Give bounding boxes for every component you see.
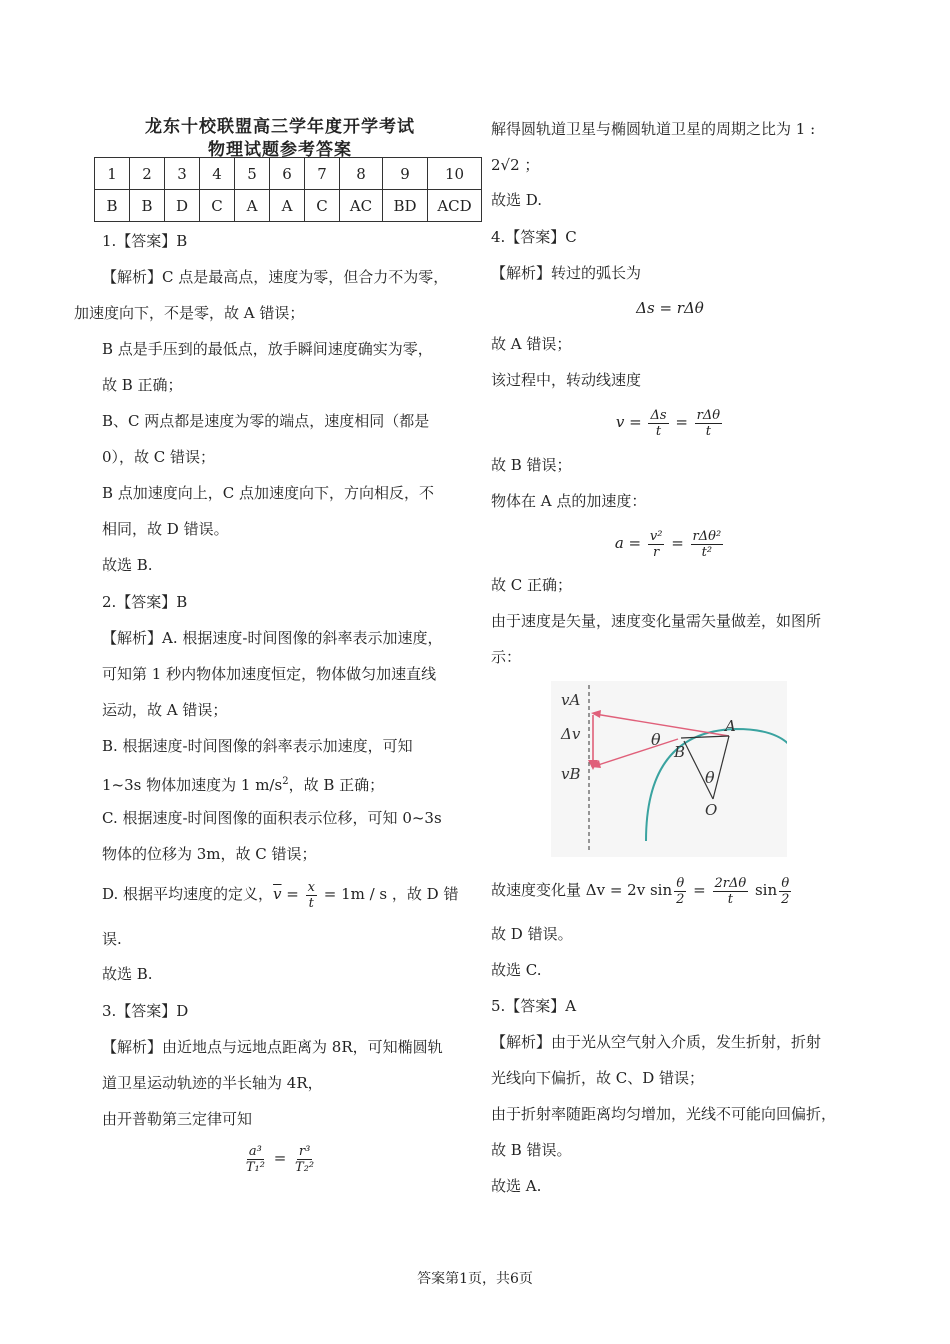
q4-heading: 4.【答案】C	[491, 228, 577, 246]
q2-text: 【解析】A. 根据速度-时间图像的斜率表示加速度，	[102, 629, 443, 647]
q4-conclusion: 故选 C.	[491, 961, 542, 979]
answer-table-answer-cell: D	[165, 190, 200, 222]
q4-text: 故 A 错误；	[491, 335, 572, 353]
q5-text: 光线向下偏折，故 C、D 错误；	[491, 1069, 705, 1087]
q4-text: 故 D 错误。	[491, 925, 573, 943]
q1-text: B、C 两点都是速度为零的端点，速度相同（都是	[102, 412, 430, 430]
radius-oa	[713, 736, 729, 799]
kepler-formula: $\frac{\text{a³}}{\text{T₁²}}$ = $\frac{\text{r³}}{\text{T₂²}}$	[245, 1143, 315, 1175]
q5-text: 【解析】由于光从空气射入介质，发生折射，折射	[491, 1033, 822, 1051]
answer-table-answer-cell: ACD	[428, 190, 482, 222]
page-subtitle: 物理试题参考答案	[208, 140, 352, 160]
q1-text: 故 B 正确；	[102, 376, 183, 394]
label-theta-1: θ	[651, 730, 661, 749]
q2-text: 1~3s 物体加速度为 1 $m/s^2$，故 B 正确；	[102, 776, 385, 794]
delta-v-formula: 故速度变化量 Δv = 2v sin $\frac{\theta}{2}$ = $\frac{\text{2rΔθ}}{t}$ sin $\frac{\theta}{2}$	[491, 875, 790, 907]
q1-conclusion: 故选 B.	[102, 556, 153, 574]
answer-table	[94, 157, 482, 222]
q3-text: 道卫星运动轨迹的半长轴为 4R，	[102, 1074, 323, 1092]
page-footer: 答案第1页，共6页	[417, 1271, 533, 1287]
q3-text: 【解析】由近地点与远地点距离为 8R，可知椭圆轨	[102, 1038, 443, 1056]
answer-table-answer-cell: B	[130, 190, 165, 222]
q1-text: B 点加速度向上，C 点加速度向下，方向相反，不	[102, 484, 435, 502]
answer-table-number-cell: 4	[200, 158, 235, 190]
label-dv: Δv	[561, 725, 581, 743]
answer-table-number-cell: 10	[428, 158, 482, 190]
answer-table-number-cell: 7	[305, 158, 340, 190]
answer-table-answer-cell: C	[305, 190, 340, 222]
q1-text: 0），故 C 错误；	[102, 448, 216, 466]
q3-text: 解得圆轨道卫星与椭圆轨道卫星的周期之比为 1 :	[491, 120, 816, 138]
answer-table-answer-cell: A	[270, 190, 305, 222]
answer-table-number-cell: 2	[130, 158, 165, 190]
q3-text: 2√2 ；	[491, 156, 540, 174]
answer-table-answer-row	[95, 190, 482, 222]
label-point-o: O	[705, 801, 718, 819]
q5-text: 由于折射率随距离均匀增加，光线不可能向回偏折，	[491, 1105, 837, 1123]
label-point-a: A	[725, 717, 736, 735]
label-theta-2: θ	[705, 768, 715, 787]
q2-text: B. 根据速度-时间图像的斜率表示加速度，可知	[102, 737, 413, 755]
q1-text: 相同，故 D 错误。	[102, 520, 229, 538]
q1-text: 【解析】C 点是最高点，速度为零，但合力不为零，	[102, 268, 449, 286]
q3-text: 由开普勒第三定律可知	[102, 1110, 253, 1128]
q1-heading: 1.【答案】B	[102, 232, 188, 250]
answer-table-number-cell: 9	[383, 158, 428, 190]
q3-conclusion: 故选 D.	[491, 191, 543, 209]
q1-text: B 点是手压到的最低点，放手瞬间速度确实为零，	[102, 340, 433, 358]
q2-text: C. 根据速度-时间图像的面积表示位移，可知 0~3s	[102, 809, 442, 827]
answer-table-number-row	[95, 158, 482, 190]
q4-text: 故 B 错误；	[491, 456, 572, 474]
velocity-formula: v = $\frac{\Delta s}{t}$ = $\frac{\text{rΔθ}}{t}$	[615, 407, 721, 439]
answer-table-answer-cell: B	[95, 190, 130, 222]
label-va: vA	[561, 691, 581, 709]
q3-heading: 3.【答案】D	[102, 1002, 189, 1020]
label-vb: vB	[561, 765, 581, 783]
answer-table-answer-cell: C	[200, 190, 235, 222]
q5-heading: 5.【答案】A	[491, 997, 577, 1015]
q4-text: 由于速度是矢量，速度变化量需矢量做差，如图所	[491, 612, 822, 630]
answer-table-number-cell: 5	[235, 158, 270, 190]
acceleration-formula: a = $\frac{\text{v²}}{r}$ = $\frac{\text{rΔθ²}}{\text{t²}}$	[614, 528, 722, 560]
answer-table-number-cell: 3	[165, 158, 200, 190]
page-title: 龙东十校联盟高三学年度开学考试	[145, 117, 415, 137]
answer-table-number-cell: 6	[270, 158, 305, 190]
q2-text: 物体的位移为 3m，故 C 错误；	[102, 845, 317, 863]
answer-table-answer-cell: AC	[340, 190, 383, 222]
velocity-vector-diagram	[551, 681, 787, 857]
q5-text: 故 B 错误。	[491, 1141, 572, 1159]
arc-length-formula: Δs = rΔθ	[636, 299, 704, 317]
tangent-line-a	[681, 736, 729, 738]
answer-table-number-cell: 8	[340, 158, 383, 190]
q2-text: 可知第 1 秒内物体加速度恒定，物体做匀加速直线	[102, 665, 437, 683]
answer-table-number-cell: 1	[95, 158, 130, 190]
q5-conclusion: 故选 A.	[491, 1177, 542, 1195]
answer-table-answer-cell: BD	[383, 190, 428, 222]
q2-heading: 2.【答案】B	[102, 593, 188, 611]
answer-table-answer-cell: A	[235, 190, 270, 222]
q4-text: 示：	[491, 648, 522, 666]
q2-text: 运动，故 A 错误；	[102, 701, 228, 719]
q4-text: 物体在 A 点的加速度：	[491, 492, 647, 510]
q4-text: 【解析】转过的弧长为	[491, 264, 642, 282]
q2-conclusion: 故选 B.	[102, 965, 153, 983]
q4-text: 该过程中，转动线速度	[491, 371, 642, 389]
q2-text-formula: D. 根据平均速度的定义，$\overline{v}$ = $\frac{x}{t}$ = 1m / s ，故 D 错	[102, 879, 459, 911]
label-point-b: B	[674, 743, 686, 761]
q1-text: 加速度向下，不是零，故 A 错误；	[74, 304, 305, 322]
vector-va	[595, 714, 729, 736]
q4-text: 故 C 正确；	[491, 576, 573, 594]
q2-text: 误.	[102, 930, 122, 948]
